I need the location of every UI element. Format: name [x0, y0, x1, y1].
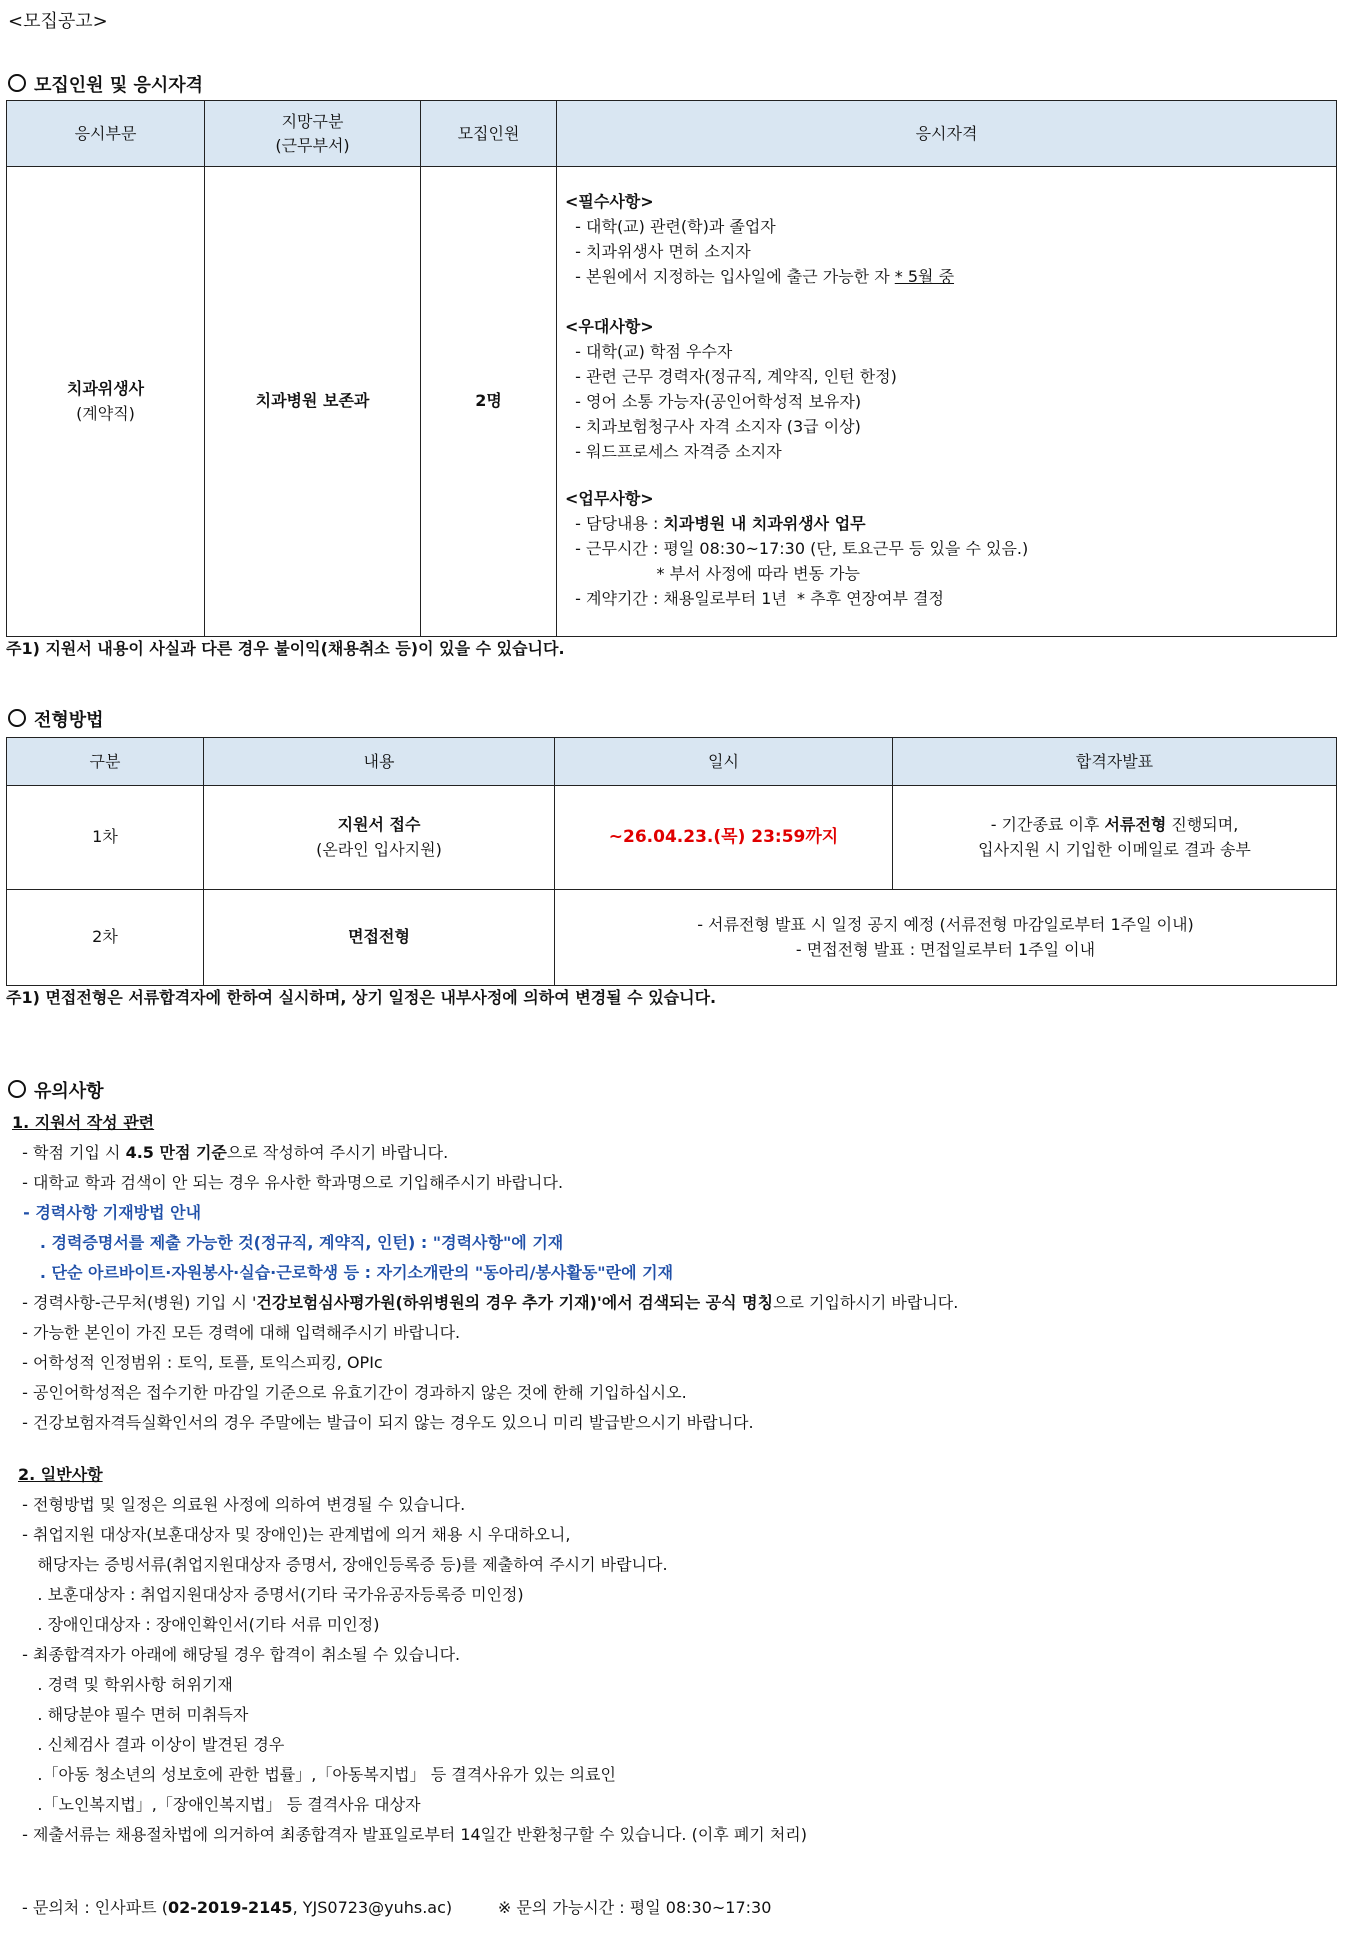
- header-cell: 응시부문: [7, 101, 205, 167]
- dept-name: 치과위생사: [66, 378, 145, 398]
- subsection-title: 1. 지원서 작성 관련: [12, 1113, 155, 1132]
- circle-bullet-icon: [8, 74, 26, 92]
- qual-line: - 치과보험청구사 자격 소지자 (3급 이상): [565, 417, 861, 436]
- notice-line: 해당자는 증빙서류(취업지원대상자 증명서, 장애인등록증 등)를 제출하여 주시기 바랍니다.: [12, 1555, 668, 1574]
- qual-line: - 영어 소통 가능자(공인어학성적 보유자): [565, 392, 862, 411]
- qual-line: - 치과위생사 면허 소지자: [565, 242, 751, 261]
- notice-line: . 단순 아르바이트·자원봉사·실습·근로학생 등 : 자기소개란의 "동아리/봉사활동"란에 기재: [12, 1263, 674, 1282]
- notice-line: . 신체검사 결과 이상이 발견된 경우: [12, 1735, 285, 1754]
- section-heading-notice: [8, 1078, 104, 1105]
- notice-line: - 어학성적 인정범위 : 토익, 토플, 토익스피킹, OPIc: [12, 1353, 383, 1372]
- section-heading-text: 모집인원 및 응시자격: [34, 75, 204, 96]
- notice-line: - 건강보험자격득실확인서의 경우 주말에는 발급이 되지 않는 경우도 있으니 미리 발급받으시기 바랍니다.: [12, 1413, 754, 1432]
- table-row: [7, 890, 1337, 986]
- division-cell: 치과병원 보존과: [205, 167, 421, 637]
- notice-line: - 취업지원 대상자(보훈대상자 및 장애인)는 관계법에 의거 채용 시 우대하오니,: [12, 1525, 571, 1544]
- notice-line: - 제출서류는 채용절차법에 의거하여 최종합격자 발표일로부터 14일간 반환청구할 수 있습니다. (이후 폐기 처리): [12, 1825, 807, 1844]
- qual-line: * 부서 사정에 따라 변동 가능: [565, 564, 860, 583]
- subsection-title: 2. 일반사항: [18, 1465, 103, 1484]
- header-cell: 모집인원: [421, 101, 557, 167]
- qual-pref-title: <우대사항>: [565, 317, 654, 336]
- notice-line: . 경력 및 학위사항 허위기재: [12, 1675, 233, 1694]
- table-header-row: [7, 101, 1337, 167]
- recruitment-table: [6, 100, 1337, 637]
- notice-line: . 경력증명서를 제출 가능한 것(정규직, 계약직, 인턴) : "경력사항"에 기재: [12, 1233, 564, 1252]
- result-cell: - 기간종료 이후 서류전형 진행되며, 입사지원 시 기입한 이메일로 결과 송부: [893, 786, 1337, 890]
- dept-cell: [7, 167, 205, 637]
- stage-cell: 1차: [7, 786, 204, 890]
- content-cell: 지원서 접수 (온라인 입사지원): [204, 786, 555, 890]
- notice-line: .「아동 청소년의 성보호에 관한 법률」,「아동복지법」 등 결격사유가 있는 의료인: [12, 1765, 616, 1784]
- count-cell: 2명: [421, 167, 557, 637]
- table-header-row: [7, 738, 1337, 786]
- table-row: [7, 167, 1337, 637]
- header-text: 지망구분: [281, 111, 344, 131]
- qualification-cell: [557, 167, 1337, 637]
- notice-line: - 공인어학성적은 접수기한 마감일 기준으로 유효기간이 경과하지 않은 것에 한해 기입하십시오.: [12, 1383, 687, 1402]
- section2-note: 주1) 면접전형은 서류합격자에 한하여 실시하며, 상기 일정은 내부사정에 의하여 변경될 수 있습니다.: [6, 988, 717, 1007]
- notice-line: - 대학교 학과 검색이 안 되는 경우 유사한 학과명으로 기입해주시기 바랍니다.: [12, 1173, 564, 1192]
- content-cell: 면접전형: [204, 890, 555, 986]
- header-cell: [205, 101, 421, 167]
- notice-line: - 최종합격자가 아래에 해당될 경우 합격이 취소될 수 있습니다.: [12, 1645, 461, 1664]
- header-cell: 구분: [7, 738, 204, 786]
- qual-line: - 관련 근무 경력자(정규직, 계약직, 인턴 한정): [565, 367, 897, 386]
- stage-cell: 2차: [7, 890, 204, 986]
- notice-line: - 학점 기입 시 4.5 만점 기준으로 작성하여 주시기 바랍니다.: [12, 1143, 449, 1162]
- contact-footer: - 문의처 : 인사파트 (02-2019-2145, YJS0723@yuhs.ac) ※ 문의 가능시간 : 평일 08:30~17:30: [22, 1898, 772, 1917]
- section-heading-text: 유의사항: [34, 1081, 104, 1102]
- qual-line: - 근무시간 : 평일 08:30~17:30 (단, 토요근무 등 있을 수 있음.): [565, 539, 1029, 558]
- contact-email: , YJS0723@yuhs.ac): [292, 1898, 453, 1917]
- notice-line: - 전형방법 및 일정은 의료원 사정에 의하여 변경될 수 있습니다.: [12, 1495, 466, 1514]
- notice-line: - 경력사항 기재방법 안내: [12, 1203, 202, 1222]
- section-heading-recruitment: [8, 72, 203, 99]
- table-row: [7, 786, 1337, 890]
- notice-line: . 보훈대상자 : 취업지원대상자 증명서(기타 국가유공자등록증 미인정): [12, 1585, 524, 1604]
- qual-line: - 담당내용 : 치과병원 내 치과위생사 업무: [565, 514, 866, 533]
- header-cell: 내용: [204, 738, 555, 786]
- selection-table: [6, 737, 1337, 986]
- qual-line: - 워드프로세스 자격증 소지자: [565, 442, 782, 461]
- qual-duty-title: <업무사항>: [565, 489, 654, 508]
- qual-line: - 대학(교) 학점 우수자: [565, 342, 733, 361]
- qual-line: - 본원에서 지정하는 입사일에 출근 가능한 자 * 5월 중: [565, 267, 955, 286]
- header-cell: 응시자격: [557, 101, 1337, 167]
- qual-required-title: <필수사항>: [565, 192, 654, 211]
- deadline-text: ~26.04.23.(목) 23:59까지: [608, 827, 839, 848]
- qual-note: * 5월 중: [894, 267, 955, 286]
- notice-line: . 장애인대상자 : 장애인확인서(기타 서류 미인정): [12, 1615, 380, 1634]
- section1-note: 주1) 지원서 내용이 사실과 다른 경우 불이익(채용취소 등)이 있을 수 있습니다.: [6, 639, 565, 658]
- contact-phone: 02-2019-2145: [167, 1898, 293, 1917]
- header-cell: 일시: [555, 738, 893, 786]
- notice-line: . 해당분야 필수 면허 미취득자: [12, 1705, 249, 1724]
- result-cell: - 서류전형 발표 시 일정 공지 예정 (서류전형 마감일로부터 1주일 이내) - 면접전형 발표 : 면접일로부터 1주일 이내: [555, 890, 1337, 986]
- section-heading-text: 전형방법: [34, 710, 104, 731]
- section-heading-selection: [8, 707, 104, 734]
- circle-bullet-icon: [8, 1080, 26, 1098]
- notice-line: - 경력사항-근무처(병원) 기입 시 '건강보험심사평가원(하위병원의 경우 추가 기재)'에서 검색되는 공식 명칭으로 기입하시기 바랍니다.: [12, 1293, 959, 1312]
- date-cell: [555, 786, 893, 890]
- notice-application-block: [12, 1108, 958, 1438]
- dept-sub: (계약직): [76, 403, 135, 423]
- notice-line: .「노인복지법」,「장애인복지법」 등 결격사유 대상자: [12, 1795, 421, 1814]
- notice-line: - 가능한 본인이 가진 모든 경력에 대해 입력해주시기 바랍니다.: [12, 1323, 461, 1342]
- circle-bullet-icon: [8, 709, 26, 727]
- notice-general-block: [12, 1460, 807, 1850]
- header-text: (근무부서): [275, 135, 350, 155]
- header-cell: 합격자발표: [893, 738, 1337, 786]
- qual-line: - 계약기간 : 채용일로부터 1년 * 추후 연장여부 결정: [565, 589, 944, 608]
- page-title: <모집공고>: [8, 11, 108, 32]
- contact-hours: ※ 문의 가능시간 : 평일 08:30~17:30: [452, 1898, 772, 1917]
- qual-line: - 대학(교) 관련(학)과 졸업자: [565, 217, 776, 236]
